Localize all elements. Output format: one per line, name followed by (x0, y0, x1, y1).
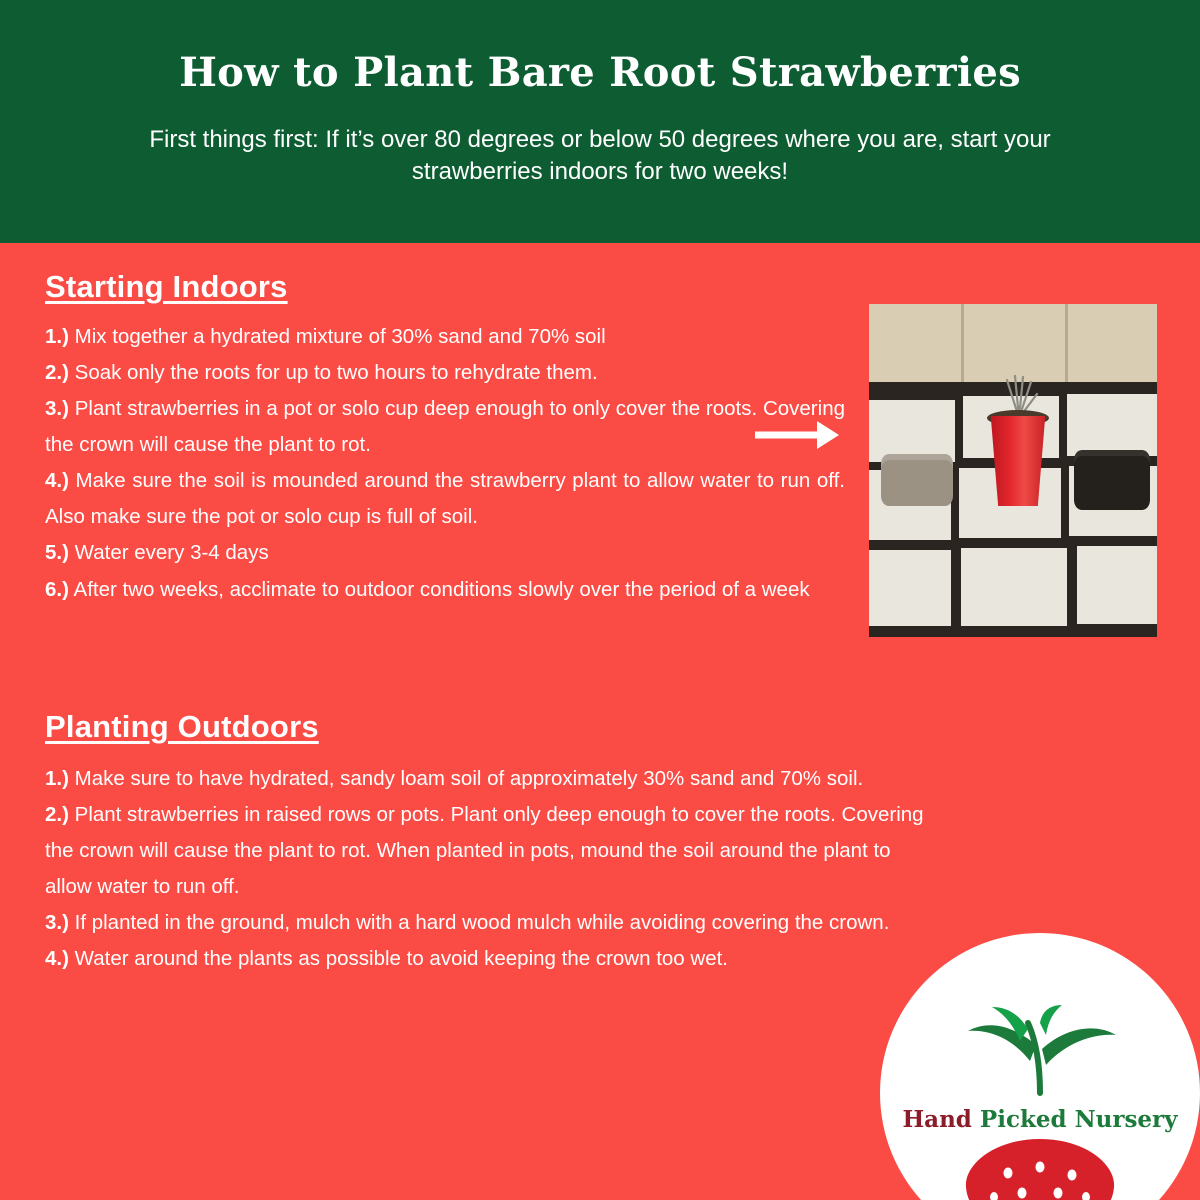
step-number: 1.) (45, 767, 69, 790)
photo-paver (1067, 394, 1157, 456)
header-subtitle: First things first: If it’s over 80 degrees or below 50 degrees where you are, start your strawberries indoors for two weeks! (149, 126, 1051, 186)
photo-paver (1077, 546, 1157, 624)
step-text: If planted in the ground, mulch with a hard wood mulch while avoiding covering the crown. (74, 911, 890, 935)
strawberry-leaves-icon (890, 1005, 1190, 1097)
step-number: 6.) (45, 577, 69, 601)
step-number: 5.) (45, 541, 69, 565)
step-text: After two weeks, acclimate to outdoor conditions slowly over the period of a week (73, 577, 810, 601)
list-item (45, 905, 930, 941)
page-title: How to Plant Bare Root Strawberries (179, 49, 1021, 96)
list-item (45, 572, 845, 608)
step-number: 3.) (45, 397, 69, 421)
step-text: Make sure to have hydrated, sandy loam soil of approximately 30% sand and 70% soil. (74, 767, 864, 790)
strawberry-photo (869, 304, 1157, 637)
list-item (45, 797, 930, 905)
photo-wall-seam (1065, 304, 1068, 382)
step-number: 3.) (45, 911, 69, 935)
logo-group (890, 1005, 1190, 1200)
list-item (45, 355, 845, 391)
content-area (0, 243, 1200, 1200)
step-number: 4.) (45, 469, 69, 493)
list-item (45, 941, 930, 977)
step-text: Plant strawberries in raised rows or pots. Plant only deep enough to cover the roots. Covering the crown will cause the plant to rot. When planted in pots, mound the soil around the plant to allow water to run off. (45, 803, 924, 899)
step-text: Water every 3-4 days (74, 541, 269, 565)
header-banner (0, 0, 1200, 243)
photo-wall-seam (961, 304, 964, 382)
photo-paver (961, 548, 1067, 626)
list-item (45, 391, 845, 463)
list-item (45, 319, 845, 355)
strawberry-fruit-icon (890, 1131, 1190, 1200)
logo-text-hand: Hand (902, 1106, 972, 1133)
step-text: Make sure the soil is mounded around the strawberry plant to allow water to run off. Also make sure the pot or solo cup is full of soil. (45, 469, 845, 529)
planting-outdoors-steps (45, 761, 930, 977)
photo-soil-puck-left (881, 454, 953, 506)
list-item (45, 463, 845, 535)
photo-paver (869, 400, 955, 462)
list-item (45, 761, 930, 797)
arrow-right-icon (755, 418, 845, 452)
step-number: 2.) (45, 803, 69, 827)
step-number: 4.) (45, 947, 69, 971)
step-number: 2.) (45, 361, 69, 385)
step-text: Mix together a hydrated mixture of 30% sand and 70% soil (74, 325, 606, 348)
step-text: Plant strawberries in a pot or solo cup deep enough to only cover the roots. Covering the crown will cause the plant to rot. (45, 397, 845, 457)
photo-soil-puck-right (1074, 450, 1150, 510)
photo-wall (869, 304, 1157, 382)
starting-indoors-steps (45, 319, 845, 608)
list-item (45, 535, 845, 571)
section-heading-starting-indoors: Starting Indoors (45, 269, 288, 304)
photo-paver (869, 550, 951, 626)
logo-text-picked-nursery: Picked Nursery (971, 1106, 1178, 1133)
section-heading-planting-outdoors: Planting Outdoors (45, 709, 319, 744)
step-text: Soak only the roots for up to two hours to rehydrate them. (74, 361, 598, 385)
logo-wordmark (890, 1106, 1190, 1133)
step-text: Water around the plants as possible to avoid keeping the crown too wet. (74, 947, 728, 971)
step-number: 1.) (45, 325, 69, 348)
